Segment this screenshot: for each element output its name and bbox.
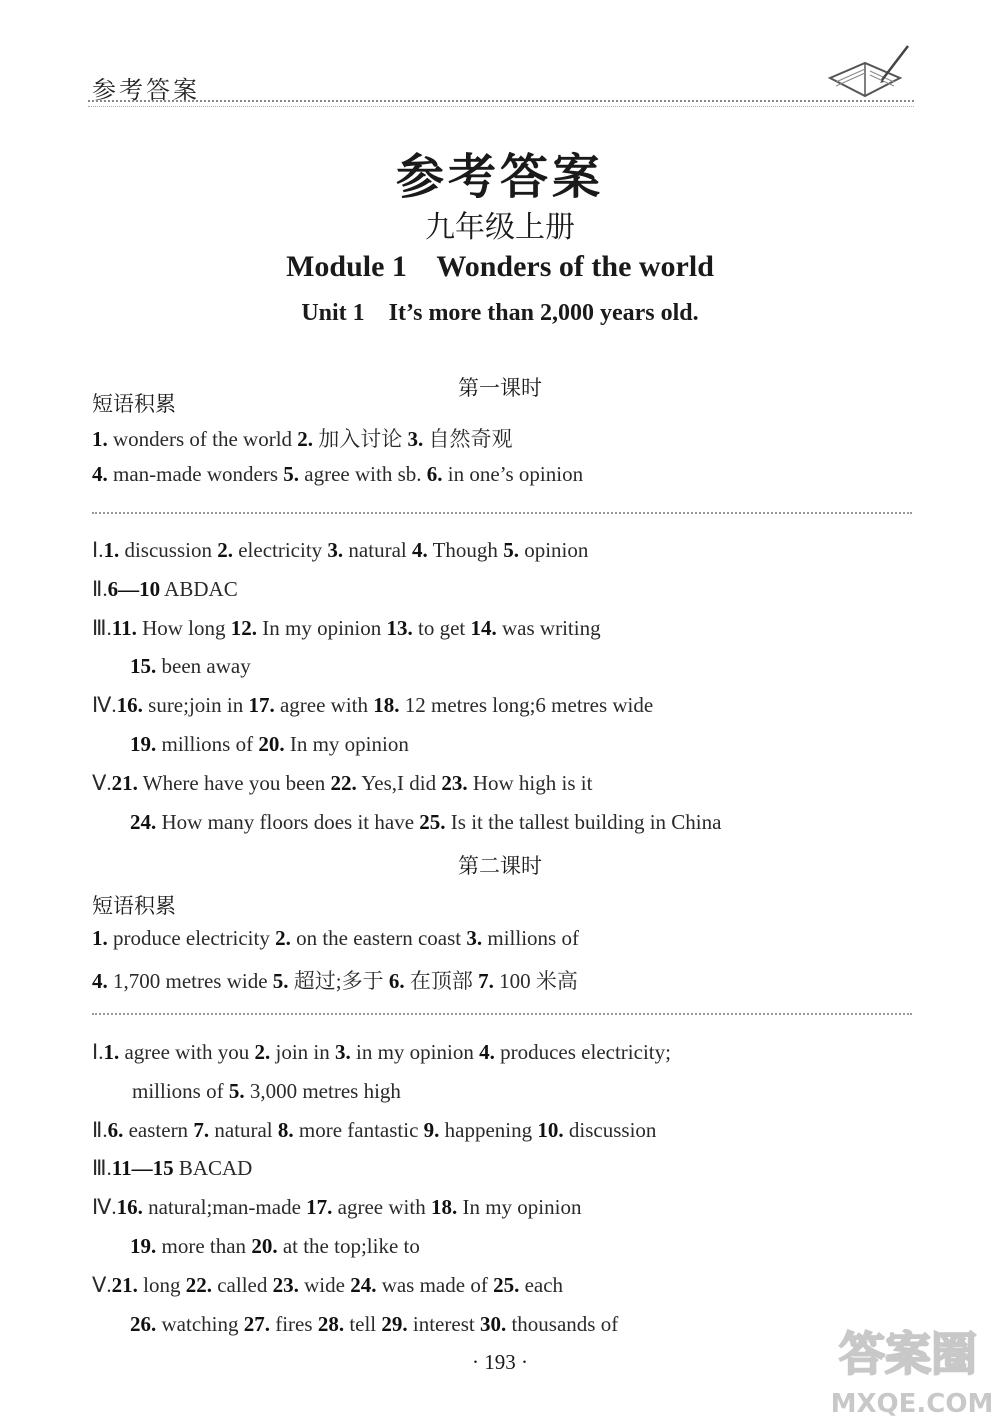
item-number: 23. bbox=[441, 770, 468, 795]
item-answer: natural bbox=[209, 1117, 278, 1142]
item-answer: natural bbox=[343, 538, 412, 562]
header-rule bbox=[88, 100, 914, 102]
answer-line bbox=[130, 654, 251, 679]
item-answer: was writing bbox=[496, 615, 601, 640]
pen-and-book-icon bbox=[820, 38, 915, 108]
answer-line bbox=[130, 810, 721, 835]
answer-line bbox=[92, 462, 583, 487]
answer-line bbox=[130, 1234, 420, 1259]
roman-numeral: Ⅳ. bbox=[92, 1195, 117, 1220]
item-answer: happening bbox=[439, 1117, 538, 1142]
item-number: 22. bbox=[330, 770, 357, 795]
separator bbox=[92, 1013, 912, 1015]
item-answer: wide bbox=[298, 1272, 351, 1297]
roman-numeral: Ⅱ. bbox=[92, 1117, 108, 1142]
item-answer: more fantastic bbox=[293, 1117, 424, 1142]
item-answer: 在顶部 bbox=[404, 969, 479, 993]
answer-line bbox=[92, 1156, 252, 1181]
item-answer: at the top;like to bbox=[277, 1234, 420, 1258]
item-number: 3. bbox=[407, 427, 424, 451]
item-number: 4. bbox=[92, 462, 108, 486]
item-answer: tell bbox=[344, 1311, 382, 1336]
item-answer: 100 米高 bbox=[493, 969, 578, 993]
answer-line bbox=[92, 616, 601, 641]
answer-line bbox=[92, 965, 578, 995]
item-answer: been away bbox=[156, 654, 251, 679]
item-answer: In my opinion bbox=[257, 615, 387, 640]
roman-numeral: Ⅰ. bbox=[92, 538, 104, 562]
item-answer: agree with sb. bbox=[299, 462, 427, 486]
item-number: 12. bbox=[230, 615, 257, 640]
item-number: 1. bbox=[92, 427, 108, 451]
item-number: 2. bbox=[297, 427, 314, 451]
answer-line bbox=[92, 423, 513, 453]
item-answer: watching bbox=[156, 1311, 244, 1336]
item-number: 25. bbox=[493, 1272, 520, 1297]
watermark-logo bbox=[820, 1308, 1000, 1424]
item-answer: natural;man-made bbox=[142, 1195, 307, 1220]
item-number: 11. bbox=[111, 615, 137, 640]
item-answer: How high is it bbox=[467, 770, 593, 795]
item-answer: 1,700 metres wide bbox=[107, 969, 273, 993]
grade-subtitle: 九年级上册 bbox=[425, 210, 575, 245]
answer-line bbox=[130, 732, 409, 757]
item-answer: join in bbox=[270, 1040, 336, 1064]
item-answer: in one’s opinion bbox=[442, 462, 584, 486]
item-answer: agree with bbox=[332, 1195, 431, 1220]
roman-numeral: Ⅰ. bbox=[92, 1040, 104, 1064]
item-answer: eastern bbox=[123, 1117, 194, 1142]
item-answer: Though bbox=[427, 538, 504, 562]
item-number: 9. bbox=[423, 1117, 440, 1142]
item-number: 14. bbox=[470, 615, 497, 640]
answer-line bbox=[132, 1079, 401, 1104]
item-answer: opinion bbox=[518, 538, 589, 562]
separator bbox=[92, 512, 912, 514]
answer-line bbox=[92, 1273, 563, 1298]
answer-line bbox=[130, 1312, 618, 1337]
item-number: 2. bbox=[254, 1040, 271, 1064]
item-number: 5. bbox=[272, 969, 289, 993]
item-answer: fires bbox=[269, 1311, 318, 1336]
item-number: 20. bbox=[258, 732, 285, 756]
answer-line bbox=[92, 926, 579, 951]
item-number: 5. bbox=[228, 1078, 245, 1103]
item-number: 6. bbox=[388, 969, 405, 993]
item-answer: discussion bbox=[563, 1117, 657, 1142]
item-number: 24. bbox=[130, 809, 157, 834]
item-number: 7. bbox=[193, 1117, 210, 1142]
item-answer: each bbox=[519, 1272, 564, 1297]
item-answer: 自然奇观 bbox=[423, 427, 513, 451]
lesson-2-title: 第二课时 bbox=[458, 854, 542, 878]
item-number: 16. bbox=[116, 1195, 143, 1220]
answer-line bbox=[92, 538, 588, 563]
lesson-1-title: 第一课时 bbox=[458, 376, 542, 400]
answer-line bbox=[92, 577, 238, 602]
item-number: 4. bbox=[411, 538, 428, 562]
item-number: 10. bbox=[537, 1117, 564, 1142]
item-answer: 加入讨论 bbox=[313, 427, 408, 451]
item-answer: interest bbox=[407, 1311, 480, 1336]
item-answer: produce electricity bbox=[107, 926, 276, 950]
item-number: 29. bbox=[381, 1311, 408, 1336]
item-answer: was made of bbox=[376, 1272, 494, 1297]
item-number: 30. bbox=[479, 1311, 507, 1336]
item-number: 1. bbox=[92, 926, 108, 950]
item-answer: in my opinion bbox=[350, 1040, 480, 1064]
item-answer: sure;join in bbox=[142, 693, 249, 718]
item-number: 3. bbox=[466, 926, 483, 950]
item-answer: agree with you bbox=[119, 1040, 255, 1064]
item-number: 2. bbox=[275, 926, 291, 950]
item-number: 21. bbox=[111, 770, 138, 795]
roman-numeral: Ⅳ. bbox=[92, 693, 117, 718]
item-answer: In my opinion bbox=[284, 732, 409, 756]
item-number: 15. bbox=[130, 654, 157, 679]
item-answer: millions of bbox=[132, 1078, 229, 1103]
item-number: 2. bbox=[217, 538, 233, 562]
roman-numeral: Ⅴ. bbox=[92, 1272, 112, 1297]
item-answer: on the eastern coast bbox=[290, 926, 467, 950]
item-number: 19. bbox=[130, 732, 157, 756]
item-number: 27. bbox=[243, 1311, 270, 1336]
item-answer: more than bbox=[156, 1234, 252, 1258]
page-number: · 193 · bbox=[472, 1350, 528, 1374]
running-header: 参考答案 bbox=[92, 76, 200, 104]
item-number: 18. bbox=[373, 693, 400, 718]
item-answer: thousands of bbox=[506, 1311, 619, 1336]
item-number: 24. bbox=[350, 1272, 377, 1297]
item-number: 6—10 bbox=[107, 576, 161, 601]
item-number: 5. bbox=[283, 462, 300, 486]
item-answer: 12 metres long;6 metres wide bbox=[399, 693, 654, 718]
item-number: 20. bbox=[251, 1234, 278, 1258]
item-number: 5. bbox=[503, 538, 519, 562]
item-answer: agree with bbox=[274, 693, 374, 718]
item-number: 19. bbox=[130, 1234, 157, 1258]
item-answer: electricity bbox=[232, 538, 328, 562]
item-answer: Yes,I did bbox=[356, 770, 442, 795]
item-answer: In my opinion bbox=[457, 1195, 582, 1220]
item-number: 1. bbox=[103, 538, 120, 562]
item-number: 16. bbox=[116, 693, 143, 718]
module-heading: Module 1 Wonders of the world bbox=[286, 250, 714, 283]
item-number: 22. bbox=[185, 1272, 212, 1297]
watermark-text: 答案圈 bbox=[839, 1327, 977, 1381]
header-rule-thin bbox=[88, 106, 914, 107]
item-number: 17. bbox=[248, 693, 275, 718]
item-number: 18. bbox=[430, 1195, 458, 1220]
item-answer: millions of bbox=[482, 926, 579, 950]
answer-line bbox=[92, 771, 592, 796]
item-answer: Is it the tallest building in China bbox=[445, 809, 722, 834]
item-answer: How many floors does it have bbox=[156, 809, 420, 834]
item-answer: How long bbox=[136, 615, 231, 640]
roman-numeral: Ⅴ. bbox=[92, 770, 112, 795]
item-number: 8. bbox=[277, 1117, 294, 1142]
item-answer: called bbox=[211, 1272, 273, 1297]
item-number: 6. bbox=[107, 1117, 124, 1142]
item-number: 1. bbox=[103, 1040, 120, 1064]
page-title: 参考答案 bbox=[395, 149, 604, 205]
item-number: 23. bbox=[272, 1272, 299, 1297]
item-answer: ABDAC bbox=[160, 576, 238, 601]
item-number: 25. bbox=[419, 809, 446, 834]
item-number: 28. bbox=[317, 1311, 345, 1336]
item-answer: long bbox=[137, 1272, 186, 1297]
item-answer: to get bbox=[412, 615, 471, 640]
watermark-url: MXQE.COM bbox=[830, 1389, 994, 1419]
item-answer: man-made wonders bbox=[107, 462, 284, 486]
item-number: 11—15 bbox=[111, 1156, 174, 1181]
item-number: 3. bbox=[335, 1040, 351, 1064]
lesson-2-phrases-title: 短语积累 bbox=[92, 894, 176, 918]
item-number: 6. bbox=[426, 462, 443, 486]
item-number: 4. bbox=[92, 969, 108, 993]
answer-line bbox=[92, 1195, 581, 1220]
answer-line bbox=[92, 693, 653, 718]
item-answer: 超过;多于 bbox=[288, 969, 389, 993]
roman-numeral: Ⅲ. bbox=[92, 1156, 112, 1181]
item-number: 13. bbox=[386, 615, 413, 640]
item-number: 26. bbox=[130, 1311, 157, 1336]
item-number: 17. bbox=[306, 1195, 333, 1220]
item-answer: 3,000 metres high bbox=[244, 1078, 401, 1103]
item-number: 21. bbox=[111, 1272, 138, 1297]
item-number: 3. bbox=[327, 538, 344, 562]
lesson-1-phrases-title: 短语积累 bbox=[92, 392, 176, 416]
item-answer: discussion bbox=[119, 538, 218, 562]
unit-heading: Unit 1 It’s more than 2,000 years old. bbox=[301, 300, 699, 326]
roman-numeral: Ⅱ. bbox=[92, 576, 108, 601]
item-answer: Where have you been bbox=[137, 770, 331, 795]
item-number: 4. bbox=[479, 1040, 495, 1064]
item-answer: BACAD bbox=[173, 1156, 253, 1181]
item-answer: produces electricity; bbox=[494, 1040, 671, 1064]
item-number: 7. bbox=[478, 969, 494, 993]
item-answer: wonders of the world bbox=[107, 427, 298, 451]
answer-line bbox=[92, 1118, 656, 1143]
answer-line bbox=[92, 1040, 671, 1065]
roman-numeral: Ⅲ. bbox=[92, 615, 112, 640]
item-answer: millions of bbox=[156, 732, 259, 756]
